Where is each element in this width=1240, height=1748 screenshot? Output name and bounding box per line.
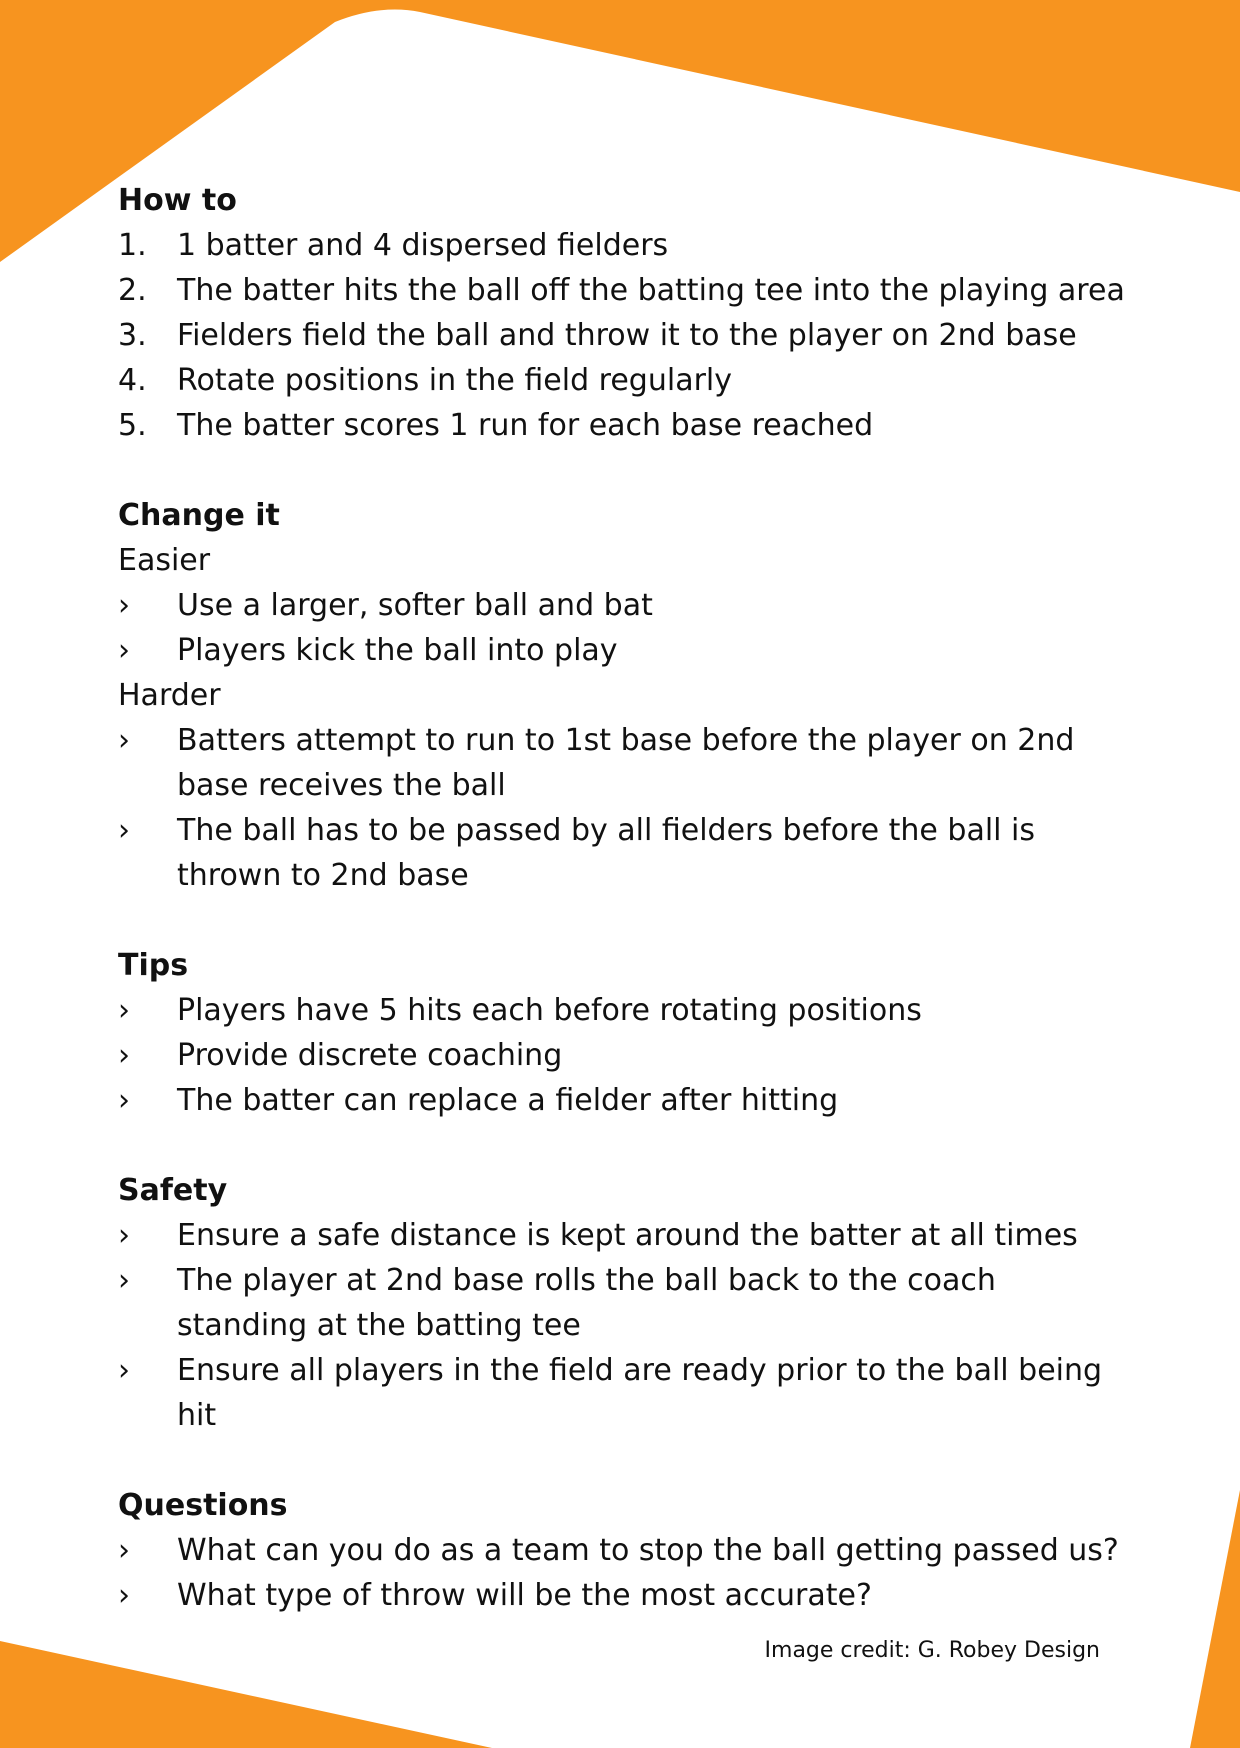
list-item	[118, 223, 1128, 268]
list-item	[118, 403, 1128, 448]
bullet-item	[118, 1573, 1128, 1618]
image-credit: Image credit: G. Robey Design	[764, 1638, 1100, 1663]
bullet-item-text: The batter can replace a fielder after hitting	[177, 1083, 839, 1118]
heading-tips: Tips	[118, 948, 189, 983]
heading-change-it: Change it	[118, 498, 280, 533]
bullet-chevron-icon: ›	[118, 1353, 130, 1388]
bullet-chevron-icon: ›	[118, 723, 130, 758]
bullet-item	[118, 628, 1128, 673]
bullet-item-text: Batters attempt to run to 1st base before the player on 2nd base receives the ball	[177, 723, 1075, 803]
bullet-chevron-icon: ›	[118, 1263, 130, 1298]
bullet-chevron-icon: ›	[118, 1083, 130, 1118]
list-item-text: Fielders field the ball and throw it to the player on 2nd base	[177, 318, 1077, 353]
heading-how-to: How to	[118, 183, 237, 218]
list-number: 2.	[118, 273, 147, 308]
bullet-item	[118, 988, 1128, 1033]
bullet-chevron-icon: ›	[118, 1218, 130, 1253]
subheading-easier: Easier	[118, 543, 211, 578]
bullet-chevron-icon: ›	[118, 1038, 130, 1073]
bullet-item-text: The player at 2nd base rolls the ball back to the coach standing at the batting tee	[177, 1263, 996, 1343]
section-spacer	[118, 1123, 1128, 1168]
list-number: 3.	[118, 318, 147, 353]
heading-questions: Questions	[118, 1488, 288, 1523]
bullet-item-text: What can you do as a team to stop the ball getting passed us?	[177, 1533, 1119, 1568]
section-spacer	[118, 1438, 1128, 1483]
list-number: 4.	[118, 363, 147, 398]
bullet-chevron-icon: ›	[118, 1578, 130, 1613]
bullet-item	[118, 808, 1128, 898]
heading-safety: Safety	[118, 1173, 228, 1208]
section-spacer	[118, 898, 1128, 943]
bullet-chevron-icon: ›	[118, 588, 130, 623]
bullet-item	[118, 718, 1128, 808]
bullet-chevron-icon: ›	[118, 633, 130, 668]
bullet-item	[118, 1528, 1128, 1573]
bullet-item	[118, 1213, 1128, 1258]
bullet-item-text: Players have 5 hits each before rotating positions	[177, 993, 922, 1028]
bullet-item-text: The ball has to be passed by all fielders before the ball is thrown to 2nd base	[177, 813, 1036, 893]
bullet-item	[118, 1258, 1128, 1348]
list-number: 1.	[118, 228, 147, 263]
list-item	[118, 268, 1128, 313]
bullet-item-text: What type of throw will be the most accurate?	[177, 1578, 872, 1613]
list-item-text: The batter hits the ball off the batting tee into the playing area	[177, 273, 1125, 308]
list-item-text: The batter scores 1 run for each base reached	[177, 408, 874, 443]
bullet-item	[118, 1033, 1128, 1078]
list-item	[118, 313, 1128, 358]
list-item-text: Rotate positions in the field regularly	[177, 363, 732, 398]
bullet-item-text: Use a larger, softer ball and bat	[177, 588, 653, 623]
bullet-item-text: Provide discrete coaching	[177, 1038, 563, 1073]
bullet-item	[118, 583, 1128, 628]
list-number: 5.	[118, 408, 147, 443]
bullet-item	[118, 1348, 1128, 1438]
bottom-left-orange-shape	[0, 1641, 492, 1748]
bullet-item-text: Ensure a safe distance is kept around the batter at all times	[177, 1218, 1078, 1253]
bullet-item-text: Players kick the ball into play	[177, 633, 618, 668]
section-spacer	[118, 448, 1128, 493]
bullet-chevron-icon: ›	[118, 1533, 130, 1568]
bullet-chevron-icon: ›	[118, 993, 130, 1028]
page-content	[118, 178, 1128, 1618]
subheading-harder: Harder	[118, 678, 221, 713]
bullet-item-text: Ensure all players in the field are ready prior to the ball being hit	[177, 1353, 1103, 1433]
bullet-item	[118, 1078, 1128, 1123]
list-item	[118, 358, 1128, 403]
bottom-right-orange-shape	[1190, 1490, 1240, 1748]
bullet-chevron-icon: ›	[118, 813, 130, 848]
list-item-text: 1 batter and 4 dispersed fielders	[177, 228, 669, 263]
